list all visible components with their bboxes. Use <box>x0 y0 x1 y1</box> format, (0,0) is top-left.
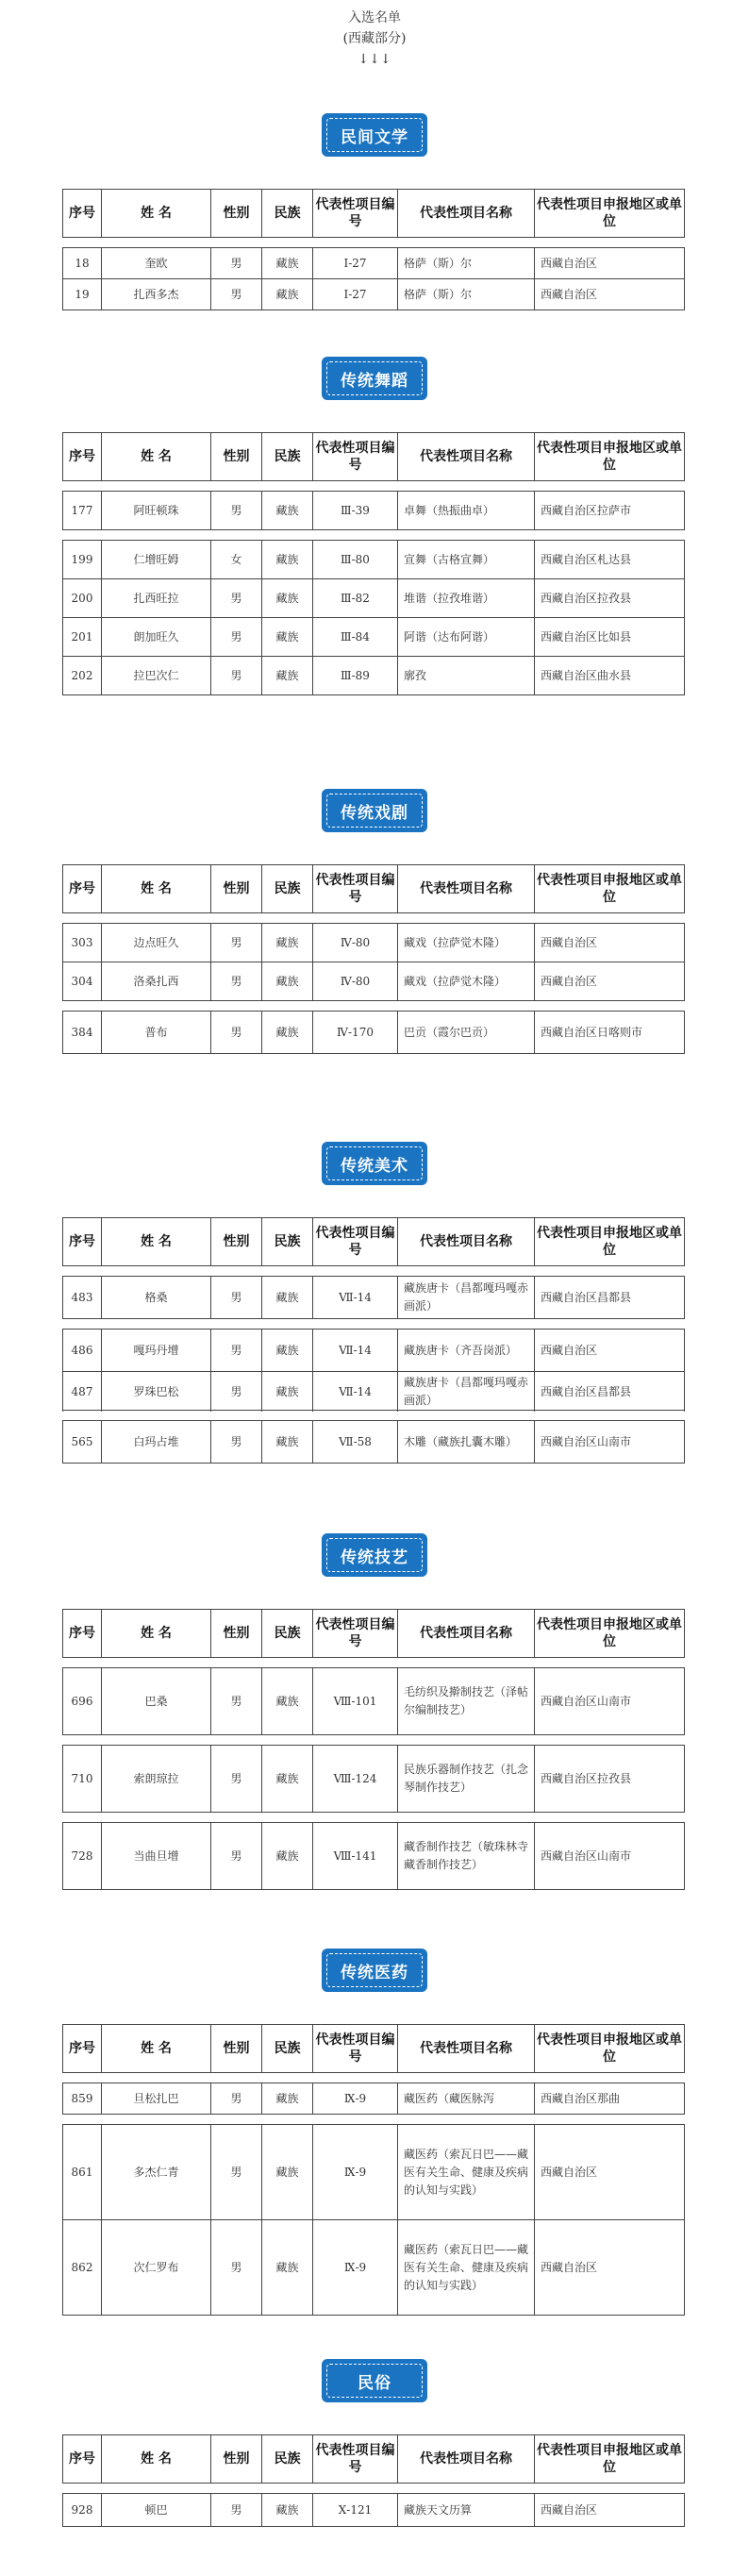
cell-no: 177 <box>62 492 102 529</box>
cell-no: 384 <box>62 1012 102 1053</box>
header-region: 代表性项目申报地区或单位 <box>535 2435 685 2483</box>
cell-project: 宣舞（古格宣舞） <box>398 541 535 578</box>
cell-eth: 藏族 <box>262 2083 313 2114</box>
cell-code: Ⅲ-82 <box>313 579 398 617</box>
cell-eth: 藏族 <box>262 924 313 962</box>
cell-region: 西藏自治区 <box>535 2220 685 2315</box>
cell-project: 卓舞（热振曲卓） <box>398 492 535 529</box>
cell-code: Ⅲ-80 <box>313 541 398 578</box>
cell-code: Ⅸ-9 <box>313 2083 398 2114</box>
cell-eth: 藏族 <box>262 2494 313 2526</box>
header-ethnicity: 民族 <box>262 1610 313 1657</box>
row-gap <box>62 530 685 541</box>
cell-gender: 男 <box>211 924 262 962</box>
header-region: 代表性项目申报地区或单位 <box>535 1218 685 1265</box>
header-region: 代表性项目申报地区或单位 <box>535 1610 685 1657</box>
cell-eth: 藏族 <box>262 1277 313 1318</box>
cell-eth: 藏族 <box>262 1330 313 1371</box>
cell-name: 白玛占堆 <box>102 1421 211 1463</box>
header-no: 序号 <box>62 865 102 912</box>
cell-project: 藏医药（藏医脉泻 <box>398 2083 535 2114</box>
cell-code: Ⅹ-121 <box>313 2494 398 2526</box>
cell-eth: 藏族 <box>262 1668 313 1734</box>
header-name: 姓 名 <box>102 865 211 912</box>
section-badge <box>322 1949 427 1992</box>
cell-code: Ⅶ-14 <box>313 1277 398 1318</box>
cell-eth: 藏族 <box>262 1012 313 1053</box>
table-row <box>62 2125 685 2220</box>
section-title: 传统美术 <box>326 1146 423 1180</box>
section-badge <box>322 2359 427 2402</box>
cell-gender: 男 <box>211 618 262 656</box>
cell-gender: 男 <box>211 1746 262 1812</box>
cell-eth: 藏族 <box>262 1372 313 1412</box>
row-gap <box>62 1735 685 1746</box>
header-name: 姓 名 <box>102 433 211 480</box>
cell-project: 藏戏（拉萨觉木隆） <box>398 962 535 1000</box>
cell-region: 西藏自治区山南市 <box>535 1421 685 1463</box>
cell-gender: 男 <box>211 1012 262 1053</box>
cell-gender: 男 <box>211 2125 262 2219</box>
row-gap <box>62 1813 685 1823</box>
cell-region: 西藏自治区曲水县 <box>535 657 685 694</box>
cell-code: Ⅶ-58 <box>313 1421 398 1463</box>
header-gender: 性别 <box>211 1218 262 1265</box>
table-row <box>62 1372 685 1411</box>
cell-no: 202 <box>62 657 102 694</box>
cell-gender: 男 <box>211 1668 262 1734</box>
cell-no: 861 <box>62 2125 102 2219</box>
header-project: 代表性项目名称 <box>398 433 535 480</box>
header-no: 序号 <box>62 1610 102 1657</box>
header-name: 姓 名 <box>102 1218 211 1265</box>
header-project: 代表性项目名称 <box>398 2435 535 2483</box>
table-row <box>62 2220 685 2316</box>
cell-region: 西藏自治区 <box>535 962 685 1000</box>
cell-project: 木雕（藏族扎囊木雕） <box>398 1421 535 1463</box>
cell-code: Ⅲ-39 <box>313 492 398 529</box>
cell-code: Ⅳ-170 <box>313 1012 398 1053</box>
section-table <box>62 189 685 310</box>
cell-eth: 藏族 <box>262 279 313 309</box>
row-gap <box>62 1658 685 1668</box>
cell-eth: 藏族 <box>262 1421 313 1463</box>
cell-project: 藏香制作技艺（敏珠林寺藏香制作技艺） <box>398 1823 535 1889</box>
section-table <box>62 1609 685 1890</box>
cell-region: 西藏自治区 <box>535 924 685 962</box>
cell-region: 西藏自治区那曲 <box>535 2083 685 2114</box>
cell-code: Ⅳ-80 <box>313 962 398 1000</box>
cell-gender: 女 <box>211 541 262 578</box>
section-title: 传统戏剧 <box>326 794 423 828</box>
cell-no: 487 <box>62 1372 102 1412</box>
header-project: 代表性项目名称 <box>398 1610 535 1657</box>
header-ethnicity: 民族 <box>262 433 313 480</box>
cell-name: 罗珠巴松 <box>102 1372 211 1412</box>
cell-no: 696 <box>62 1668 102 1734</box>
cell-name: 多杰仁青 <box>102 2125 211 2219</box>
cell-project: 阿谐（达布阿谐） <box>398 618 535 656</box>
cell-project: 廓孜 <box>398 657 535 694</box>
header-no: 序号 <box>62 2025 102 2072</box>
table-row <box>62 1012 685 1054</box>
cell-project: 格萨（斯）尔 <box>398 279 535 309</box>
cell-no: 201 <box>62 618 102 656</box>
table-row <box>62 657 685 695</box>
table-header <box>62 2024 685 2073</box>
header-gender: 性别 <box>211 433 262 480</box>
cell-code: Ⅷ-124 <box>313 1746 398 1812</box>
table-row <box>62 1330 685 1372</box>
header-region: 代表性项目申报地区或单位 <box>535 190 685 237</box>
cell-eth: 藏族 <box>262 1746 313 1812</box>
row-gap <box>62 1266 685 1277</box>
table-header <box>62 2434 685 2484</box>
cell-no: 928 <box>62 2494 102 2526</box>
cell-eth: 藏族 <box>262 541 313 578</box>
header-name: 姓 名 <box>102 2025 211 2072</box>
header-gender: 性别 <box>211 2435 262 2483</box>
row-gap <box>62 913 685 924</box>
header-project: 代表性项目名称 <box>398 865 535 912</box>
cell-project: 藏医药（索瓦日巴——藏医有关生命、健康及疾病的认知与实践） <box>398 2125 535 2219</box>
cell-name: 扎西旺拉 <box>102 579 211 617</box>
section-title: 传统舞蹈 <box>326 361 423 395</box>
cell-gender: 男 <box>211 492 262 529</box>
cell-gender: 男 <box>211 1421 262 1463</box>
cell-project: 藏族唐卡（齐吾岗派） <box>398 1330 535 1371</box>
cell-project: 藏戏（拉萨觉木隆） <box>398 924 535 962</box>
section-badge <box>322 789 427 832</box>
table-header <box>62 432 685 481</box>
row-gap <box>62 2073 685 2083</box>
cell-name: 阿旺顿珠 <box>102 492 211 529</box>
cell-name: 巴桑 <box>102 1668 211 1734</box>
cell-no: 200 <box>62 579 102 617</box>
cell-no: 728 <box>62 1823 102 1889</box>
cell-region: 西藏自治区札达县 <box>535 541 685 578</box>
header-ethnicity: 民族 <box>262 865 313 912</box>
cell-project: 藏医药（索瓦日巴——藏医有关生命、健康及疾病的认知与实践） <box>398 2220 535 2315</box>
header-region: 代表性项目申报地区或单位 <box>535 865 685 912</box>
cell-gender: 男 <box>211 2494 262 2526</box>
cell-code: Ⅷ-101 <box>313 1668 398 1734</box>
table-row <box>62 248 685 279</box>
cell-gender: 男 <box>211 962 262 1000</box>
header-gender: 性别 <box>211 865 262 912</box>
cell-no: 483 <box>62 1277 102 1318</box>
header-region: 代表性项目申报地区或单位 <box>535 433 685 480</box>
header-project: 代表性项目名称 <box>398 1218 535 1265</box>
cell-project: 民族乐器制作技艺（扎念琴制作技艺） <box>398 1746 535 1812</box>
header-ethnicity: 民族 <box>262 190 313 237</box>
header-no: 序号 <box>62 2435 102 2483</box>
section-title: 民间文学 <box>326 118 423 152</box>
cell-name: 索朗琼拉 <box>102 1746 211 1812</box>
cell-region: 西藏自治区昌都县 <box>535 1277 685 1318</box>
section-badge <box>322 1142 427 1185</box>
table-row <box>62 1277 685 1319</box>
cell-gender: 男 <box>211 579 262 617</box>
cell-no: 303 <box>62 924 102 962</box>
cell-project: 藏族天文历算 <box>398 2494 535 2526</box>
cell-name: 扎西多杰 <box>102 279 211 309</box>
cell-name: 旦松扎巴 <box>102 2083 211 2114</box>
table-row <box>62 279 685 310</box>
cell-region: 西藏自治区 <box>535 1330 685 1371</box>
cell-code: Ⅲ-89 <box>313 657 398 694</box>
cell-region: 西藏自治区拉萨市 <box>535 492 685 529</box>
cell-code: Ⅰ-27 <box>313 279 398 309</box>
row-gap <box>62 1319 685 1330</box>
cell-project: 格萨（斯）尔 <box>398 248 535 278</box>
header-gender: 性别 <box>211 190 262 237</box>
table-header <box>62 1217 685 1266</box>
cell-project: 堆谐（拉孜堆谐） <box>398 579 535 617</box>
cell-project: 藏族唐卡（昌都嘎玛嘎赤画派） <box>398 1372 535 1412</box>
cell-no: 859 <box>62 2083 102 2114</box>
cell-code: Ⅸ-9 <box>313 2125 398 2219</box>
header-gender: 性别 <box>211 2025 262 2072</box>
cell-region: 西藏自治区 <box>535 248 685 278</box>
header-gender: 性别 <box>211 1610 262 1657</box>
cell-gender: 男 <box>211 1372 262 1412</box>
cell-gender: 男 <box>211 1823 262 1889</box>
cell-gender: 男 <box>211 1277 262 1318</box>
section-badge <box>322 1533 427 1577</box>
header-code: 代表性项目编号 <box>313 865 398 912</box>
cell-name: 普布 <box>102 1012 211 1053</box>
section-table <box>62 432 685 695</box>
cell-eth: 藏族 <box>262 618 313 656</box>
table-row <box>62 1823 685 1890</box>
cell-gender: 男 <box>211 1330 262 1371</box>
cell-eth: 藏族 <box>262 2125 313 2219</box>
cell-code: Ⅷ-141 <box>313 1823 398 1889</box>
header-project: 代表性项目名称 <box>398 2025 535 2072</box>
table-row <box>62 1668 685 1735</box>
table-header <box>62 1609 685 1658</box>
cell-name: 顿巴 <box>102 2494 211 2526</box>
header-name: 姓 名 <box>102 190 211 237</box>
row-gap <box>62 1001 685 1012</box>
cell-code: Ⅲ-84 <box>313 618 398 656</box>
header-code: 代表性项目编号 <box>313 2435 398 2483</box>
cell-name: 拉巴次仁 <box>102 657 211 694</box>
cell-region: 西藏自治区 <box>535 2125 685 2219</box>
cell-region: 西藏自治区昌都县 <box>535 1372 685 1412</box>
section-title: 民俗 <box>326 2364 423 2398</box>
cell-gender: 男 <box>211 657 262 694</box>
cell-code: Ⅰ-27 <box>313 248 398 278</box>
cell-no: 199 <box>62 541 102 578</box>
cell-no: 19 <box>62 279 102 309</box>
table-row <box>62 2083 685 2115</box>
cell-name: 嘎玛丹增 <box>102 1330 211 1371</box>
table-row <box>62 1421 685 1464</box>
cell-code: Ⅳ-80 <box>313 924 398 962</box>
header-no: 序号 <box>62 1218 102 1265</box>
cell-gender: 男 <box>211 279 262 309</box>
table-row <box>62 618 685 657</box>
row-gap <box>62 2115 685 2125</box>
cell-no: 486 <box>62 1330 102 1371</box>
cell-gender: 男 <box>211 248 262 278</box>
header-code: 代表性项目编号 <box>313 190 398 237</box>
header-region: 代表性项目申报地区或单位 <box>535 2025 685 2072</box>
table-header <box>62 189 685 238</box>
cell-eth: 藏族 <box>262 248 313 278</box>
cell-project: 藏族唐卡（昌都嘎玛嘎赤画派） <box>398 1277 535 1318</box>
section-title: 传统技艺 <box>326 1538 423 1572</box>
section-table <box>62 1217 685 1464</box>
cell-name: 洛桑扎西 <box>102 962 211 1000</box>
cell-eth: 藏族 <box>262 1823 313 1889</box>
cell-name: 当曲旦增 <box>102 1823 211 1889</box>
cell-no: 18 <box>62 248 102 278</box>
cell-no: 710 <box>62 1746 102 1812</box>
cell-no: 565 <box>62 1421 102 1463</box>
table-row <box>62 924 685 962</box>
cell-name: 仁增旺姆 <box>102 541 211 578</box>
intro-subtitle: (西藏部分) <box>342 31 407 46</box>
header-no: 序号 <box>62 433 102 480</box>
cell-eth: 藏族 <box>262 579 313 617</box>
section-badge <box>322 357 427 400</box>
header-code: 代表性项目编号 <box>313 433 398 480</box>
cell-no: 304 <box>62 962 102 1000</box>
table-row <box>62 962 685 1001</box>
table-row <box>62 541 685 579</box>
cell-region: 西藏自治区山南市 <box>535 1668 685 1734</box>
header-name: 姓 名 <box>102 2435 211 2483</box>
row-gap <box>62 1411 685 1421</box>
section-table <box>62 864 685 1054</box>
table-row <box>62 1746 685 1813</box>
cell-name: 边点旺久 <box>102 924 211 962</box>
cell-project: 毛纺织及擀制技艺（泽帖尔编制技艺） <box>398 1668 535 1734</box>
cell-region: 西藏自治区日喀则市 <box>535 1012 685 1053</box>
table-row <box>62 2494 685 2527</box>
cell-region: 西藏自治区拉孜县 <box>535 579 685 617</box>
cell-gender: 男 <box>211 2083 262 2114</box>
header-code: 代表性项目编号 <box>313 1610 398 1657</box>
cell-code: Ⅶ-14 <box>313 1330 398 1371</box>
section-badge <box>322 113 427 157</box>
cell-region: 西藏自治区 <box>535 2494 685 2526</box>
cell-no: 862 <box>62 2220 102 2315</box>
row-gap <box>62 238 685 248</box>
cell-code: Ⅶ-14 <box>313 1372 398 1412</box>
cell-eth: 藏族 <box>262 962 313 1000</box>
section-title: 传统医药 <box>326 1953 423 1987</box>
row-gap <box>62 481 685 492</box>
cell-code: Ⅸ-9 <box>313 2220 398 2315</box>
section-table <box>62 2024 685 2316</box>
table-header <box>62 864 685 913</box>
cell-region: 西藏自治区山南市 <box>535 1823 685 1889</box>
cell-gender: 男 <box>211 2220 262 2315</box>
cell-eth: 藏族 <box>262 657 313 694</box>
section-table <box>62 2434 685 2527</box>
cell-eth: 藏族 <box>262 492 313 529</box>
cell-eth: 藏族 <box>262 2220 313 2315</box>
cell-name: 格桑 <box>102 1277 211 1318</box>
header-ethnicity: 民族 <box>262 1218 313 1265</box>
header-ethnicity: 民族 <box>262 2435 313 2483</box>
header-name: 姓 名 <box>102 1610 211 1657</box>
header-project: 代表性项目名称 <box>398 190 535 237</box>
cell-region: 西藏自治区拉孜县 <box>535 1746 685 1812</box>
header-ethnicity: 民族 <box>262 2025 313 2072</box>
row-gap <box>62 2484 685 2494</box>
header-code: 代表性项目编号 <box>313 2025 398 2072</box>
table-row <box>62 492 685 530</box>
cell-name: 次仁罗布 <box>102 2220 211 2315</box>
cell-region: 西藏自治区比如县 <box>535 618 685 656</box>
intro-arrows: ↓↓↓ <box>358 52 391 67</box>
intro-title: 入选名单 <box>348 10 401 25</box>
header-code: 代表性项目编号 <box>313 1218 398 1265</box>
cell-region: 西藏自治区 <box>535 279 685 309</box>
cell-name: 奎欧 <box>102 248 211 278</box>
header-no: 序号 <box>62 190 102 237</box>
table-row <box>62 579 685 618</box>
cell-name: 朗加旺久 <box>102 618 211 656</box>
cell-project: 巴贡（霞尔巴贡） <box>398 1012 535 1053</box>
